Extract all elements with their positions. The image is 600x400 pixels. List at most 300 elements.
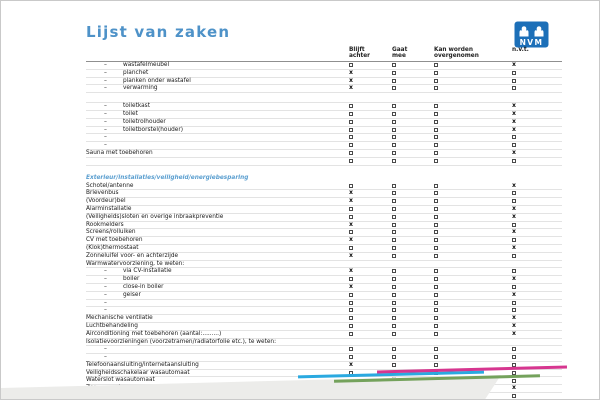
row-label: planken onder wastafel [123,77,191,84]
check-cell [349,284,361,291]
table-row [86,354,562,362]
check-cell [512,292,524,299]
empty-checkbox [392,159,396,163]
check-cell [392,78,404,85]
empty-checkbox [349,104,353,108]
empty-checkbox [349,143,353,147]
section-header-row [86,175,562,183]
checked-x-mark: x [349,220,353,228]
check-cell [392,150,404,157]
check-cell [512,307,524,314]
table-row [86,127,562,135]
dash-bullet: – [104,77,107,84]
column-header-nvt: n.v.t. [512,47,529,53]
check-cell [349,300,361,307]
check-cell [392,253,404,260]
empty-checkbox [392,207,396,211]
checked-x-mark: x [512,290,516,298]
table-row [86,111,562,119]
check-cell [512,206,524,213]
table-row [86,307,562,315]
empty-checkbox [512,254,516,258]
row-label: Airconditioning met toebehoren (aantal:.........) [86,330,222,337]
check-cell [512,62,524,69]
table-row [86,261,562,269]
check-cell [349,229,361,236]
dash-bullet: – [104,62,107,68]
dash-bullet: – [104,118,107,125]
check-cell [392,237,404,244]
empty-checkbox [392,104,396,108]
check-cell [512,127,524,134]
check-cell [512,331,524,338]
check-cell [512,150,524,157]
empty-checkbox [392,285,396,289]
check-cell [512,268,524,275]
table-row [86,62,562,70]
table-row [86,237,562,245]
checked-x-mark: x [349,251,353,259]
empty-checkbox [434,277,438,281]
empty-checkbox [434,230,438,234]
check-cell [434,103,446,110]
row-label: Warmwatervoorziening, te weten: [86,260,185,267]
table-row [86,198,562,206]
check-cell [349,307,361,314]
row-label: toiletborstel(houder) [123,126,184,133]
spacer-row [86,166,562,175]
row-label: Screens/rolluiken [86,229,136,236]
check-cell [349,62,361,69]
empty-checkbox [434,215,438,219]
check-cell [434,222,446,229]
empty-checkbox [512,347,516,351]
checked-x-mark: x [512,275,516,283]
empty-checkbox [434,347,438,351]
checked-x-mark: x [349,360,353,368]
row-label: planchet [123,69,149,76]
empty-checkbox [392,238,396,242]
check-cell [512,393,524,400]
table-row [86,284,562,292]
check-cell [349,158,361,165]
check-cell [512,276,524,283]
check-cell [434,158,446,165]
dash-bullet: – [104,283,107,290]
empty-checkbox [434,128,438,132]
table-row [86,183,562,191]
dash-bullet: – [104,110,107,117]
empty-checkbox [434,135,438,139]
table-row [86,85,562,93]
check-cell [392,331,404,338]
row-label: Telefoonaansluiting/internetaansluiting [86,361,199,368]
check-cell [434,70,446,77]
empty-checkbox [434,159,438,163]
check-cell [512,85,524,92]
check-cell [512,111,524,118]
empty-checkbox [392,355,396,359]
row-label: Brievenbus [86,190,119,197]
empty-checkbox [392,324,396,328]
empty-checkbox [392,293,396,297]
check-cell [349,237,361,244]
empty-checkbox [392,332,396,336]
empty-checkbox [392,112,396,116]
empty-checkbox [392,120,396,124]
empty-checkbox [349,230,353,234]
check-cell [349,78,361,85]
empty-checkbox [392,143,396,147]
empty-checkbox [349,308,353,312]
row-label: close-in boiler [123,283,164,290]
row-label: Mechanische ventilatie [86,315,153,322]
check-cell [512,103,524,110]
table-row [86,158,562,166]
empty-checkbox [434,191,438,195]
column-header-blijft-achter: Blijft achter [349,47,371,60]
checked-x-mark: x [349,282,353,290]
empty-checkbox [512,285,516,289]
table-row [86,292,562,300]
table-row [86,315,562,323]
check-cell [434,214,446,221]
empty-checkbox [349,215,353,219]
check-cell [392,300,404,307]
empty-checkbox [392,308,396,312]
empty-checkbox [512,71,516,75]
check-cell [392,214,404,221]
table-header [86,46,562,62]
empty-checkbox [512,135,516,139]
check-cell [512,229,524,236]
empty-checkbox [434,120,438,124]
checked-x-mark: x [512,384,516,392]
dash-bullet: – [104,307,107,314]
empty-checkbox [392,215,396,219]
dash-bullet: – [104,346,107,353]
checked-x-mark: x [512,181,516,189]
check-cell [349,127,361,134]
row-label: Schotel/antenne [86,182,134,189]
checked-x-mark: x [512,314,516,322]
dash-bullet: – [104,299,107,306]
spacer-row [86,93,562,103]
check-cell [512,214,524,221]
table-row [86,103,562,111]
check-cell [349,292,361,299]
row-label: Rookmelders [86,221,124,228]
check-cell [512,237,524,244]
empty-checkbox [512,143,516,147]
check-cell [434,354,446,361]
check-cell [392,268,404,275]
row-label: Alarminstallatie [86,205,132,212]
row-label: Isolatievoorzieningen (voorzetramen/radiatorfolie etc.), te weten: [86,338,277,345]
check-cell [349,85,361,92]
check-cell [434,323,446,330]
empty-checkbox [349,316,353,320]
checked-x-mark: x [512,61,516,68]
row-label: toiletrolhouder [123,118,166,125]
empty-checkbox [512,301,516,305]
empty-checkbox [349,63,353,67]
check-cell [434,229,446,236]
empty-checkbox [392,151,396,155]
row-label: CV met toebehoren [86,237,143,244]
empty-checkbox [434,184,438,188]
empty-checkbox [392,184,396,188]
empty-checkbox [392,199,396,203]
empty-checkbox [434,332,438,336]
empty-checkbox [434,112,438,116]
empty-checkbox [392,316,396,320]
dash-bullet: – [104,291,107,298]
check-cell [349,150,361,157]
row-label: Luchtbehandeling [86,322,138,329]
checked-x-mark: x [512,228,516,236]
empty-checkbox [349,293,353,297]
check-cell [512,198,524,205]
empty-checkbox [512,199,516,203]
empty-checkbox [512,394,516,398]
checked-x-mark: x [512,117,516,125]
column-header-gaat-mee: Gaat mee [392,47,408,60]
row-label: via CV-installatie [123,268,172,275]
check-cell [349,111,361,118]
empty-checkbox [349,159,353,163]
check-cell [392,119,404,126]
empty-checkbox [392,363,396,367]
empty-checkbox [434,104,438,108]
checked-x-mark: x [512,243,516,251]
check-cell [512,134,524,141]
empty-checkbox [392,63,396,67]
empty-checkbox [512,379,516,383]
check-cell [512,119,524,126]
empty-checkbox [512,308,516,312]
check-cell [434,150,446,157]
empty-checkbox [434,285,438,289]
table-row [86,300,562,308]
checked-x-mark: x [349,236,353,244]
check-cell [434,331,446,338]
check-cell [349,276,361,283]
checked-x-mark: x [512,125,516,133]
check-cell [512,377,524,384]
dash-bullet: – [104,276,107,283]
checked-x-mark: x [349,84,353,92]
check-cell [512,346,524,353]
checked-x-mark: x [512,204,516,212]
check-cell [349,331,361,338]
check-cell [434,111,446,118]
checked-x-mark: x [349,68,353,76]
table-row [86,119,562,127]
empty-checkbox [349,277,353,281]
empty-checkbox [392,79,396,83]
empty-checkbox [349,128,353,132]
empty-checkbox [392,71,396,75]
check-cell [512,385,524,392]
empty-checkbox [392,223,396,227]
empty-checkbox [434,223,438,227]
check-cell [349,222,361,229]
table-row [86,268,562,276]
row-label: boiler [123,276,140,283]
check-cell [392,362,404,369]
check-cell [512,315,524,322]
check-cell [512,190,524,197]
check-cell [392,183,404,190]
empty-checkbox [512,238,516,242]
check-cell [349,253,361,260]
empty-checkbox [349,324,353,328]
check-cell [434,237,446,244]
dash-bullet: – [104,268,107,275]
empty-checkbox [512,79,516,83]
empty-checkbox [392,230,396,234]
check-cell [392,103,404,110]
check-cell [512,300,524,307]
check-cell [512,284,524,291]
check-cell [392,354,404,361]
check-cell [512,183,524,190]
table-row [86,222,562,230]
check-cell [392,70,404,77]
empty-checkbox [434,293,438,297]
check-cell [349,206,361,213]
empty-checkbox [392,135,396,139]
check-cell [512,78,524,85]
table-body [86,62,562,400]
table-row [86,253,562,261]
column-header-kan-worden-overgenomen: Kan worden overgenomen [434,47,479,60]
check-cell [392,134,404,141]
check-cell [349,134,361,141]
checked-x-mark: x [512,321,516,329]
checked-x-mark: x [512,329,516,337]
checked-x-mark: x [349,197,353,205]
empty-checkbox [434,246,438,250]
empty-checkbox [392,347,396,351]
table-row [86,276,562,284]
row-label: wastafelmeubel [123,62,170,68]
row-label: Veiligheidsschakelaar wasautomaat [86,369,190,376]
empty-checkbox [512,159,516,163]
check-cell [434,78,446,85]
check-cell [434,190,446,197]
empty-checkbox [392,246,396,250]
check-cell [434,276,446,283]
check-cell [434,268,446,275]
row-label: (Voordeur)bel [86,198,126,205]
row-label: toiletkast [123,103,150,110]
dash-bullet: – [104,134,107,141]
table-row [86,134,562,142]
empty-checkbox [434,324,438,328]
empty-checkbox [434,79,438,83]
check-cell [392,315,404,322]
check-cell [434,62,446,69]
check-cell [434,245,446,252]
row-label: Zonneluifel voor- en achterzijde [86,252,179,259]
check-cell [512,354,524,361]
check-cell [349,142,361,149]
dash-bullet: – [104,85,107,92]
check-cell [392,111,404,118]
table-row [86,323,562,331]
empty-checkbox [434,363,438,367]
check-cell [392,346,404,353]
check-cell [392,292,404,299]
check-cell [434,142,446,149]
empty-checkbox [349,112,353,116]
empty-checkbox [392,191,396,195]
empty-checkbox [349,184,353,188]
table-row [86,150,562,158]
empty-checkbox [349,246,353,250]
check-cell [349,315,361,322]
check-cell [392,198,404,205]
table-row [86,214,562,222]
empty-checkbox [349,135,353,139]
dash-bullet: – [104,103,107,110]
check-cell [434,127,446,134]
empty-checkbox [349,151,353,155]
check-cell [392,158,404,165]
check-cell [349,214,361,221]
empty-checkbox [434,254,438,258]
table-row [86,245,562,253]
empty-checkbox [349,207,353,211]
row-label: toilet [123,110,138,117]
check-cell [392,276,404,283]
check-cell [392,222,404,229]
empty-checkbox [392,301,396,305]
table-row [86,142,562,150]
table-row [86,229,562,237]
empty-checkbox [392,86,396,90]
check-cell [349,119,361,126]
check-cell [349,354,361,361]
checked-x-mark: x [512,109,516,117]
check-cell [349,245,361,252]
checked-x-mark: x [349,76,353,84]
empty-checkbox [512,223,516,227]
check-cell [512,253,524,260]
check-cell [434,198,446,205]
check-cell [434,292,446,299]
checked-x-mark: x [512,212,516,220]
check-cell [392,85,404,92]
checked-x-mark: x [512,102,516,110]
dash-bullet: – [104,354,107,361]
check-cell [349,70,361,77]
empty-checkbox [349,120,353,124]
check-cell [349,346,361,353]
check-cell [512,323,524,330]
check-cell [349,362,361,369]
check-cell [434,134,446,141]
empty-checkbox [392,128,396,132]
check-cell [512,158,524,165]
check-cell [392,323,404,330]
table-row [86,70,562,78]
page-title: Lijst van zaken [86,23,231,41]
check-cell [392,62,404,69]
row-label: geiser [123,291,141,298]
